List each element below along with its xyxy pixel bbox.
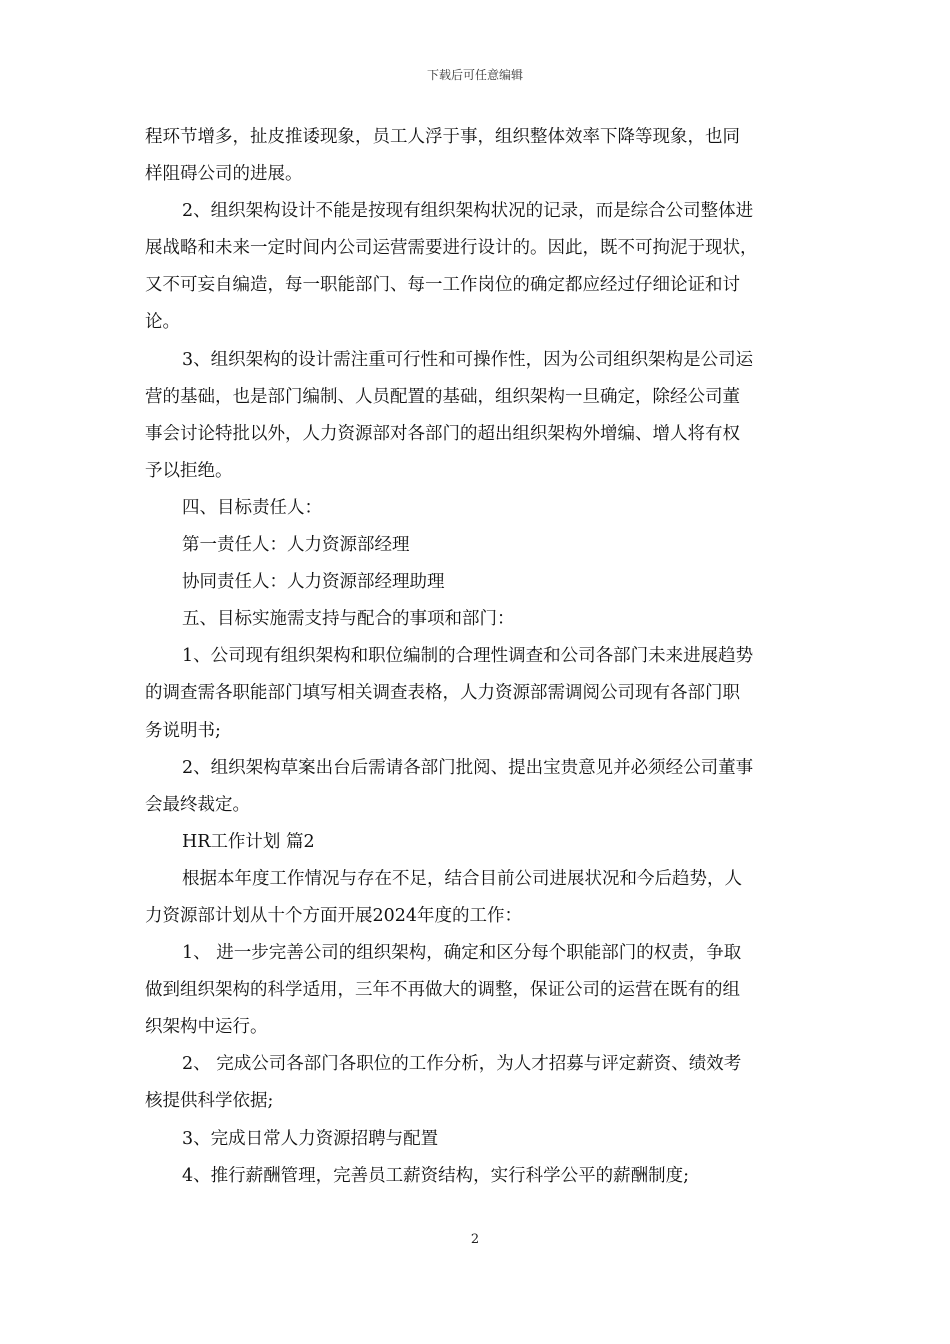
text-line: 1、公司现有组织架构和职位编制的合理性调查和公司各部门未来进展趋势 xyxy=(182,646,754,667)
text-line: 第一责任人：人力资源部经理 xyxy=(182,535,410,556)
text-line: 的调查需各职能部门填写相关调查表格，人力资源部需调阅公司现有各部门职 xyxy=(145,683,740,704)
text-line: 事会讨论特批以外，人力资源部对各部门的超出组织架构外增编、增人将有权 xyxy=(145,423,740,444)
text-line: HR工作计划 篇2 xyxy=(182,831,315,852)
text-line: 4、推行薪酬管理，完善员工薪资结构，实行科学公平的薪酬制度; xyxy=(182,1165,690,1186)
text-line: 予以拒绝。 xyxy=(145,460,233,481)
text-line: 样阻碍公司的进展。 xyxy=(145,164,303,185)
text-line: 协同责任人：人力资源部经理助理 xyxy=(182,572,445,593)
text-line: 核提供科学依据; xyxy=(145,1091,274,1112)
document-body xyxy=(145,119,810,1195)
text-line: 3、组织架构的设计需注重可行性和可操作性，因为公司组织架构是公司运 xyxy=(182,349,754,370)
text-line: 力资源部计划从十个方面开展2024年度的工作： xyxy=(145,905,523,926)
text-line: 展战略和未来一定时间内公司运营需要进行设计的。因此，既不可拘泥于现状， xyxy=(145,238,758,259)
text-line: 织架构中运行。 xyxy=(145,1017,268,1038)
page-header: 下载后可任意编辑 xyxy=(426,68,523,82)
text-line: 做到组织架构的科学适用，三年不再做大的调整，保证公司的运营在既有的组 xyxy=(145,980,740,1001)
text-line: 1、 进一步完善公司的组织架构，确定和区分每个职能部门的权责，争取 xyxy=(182,943,742,964)
text-line: 又不可妄自编造，每一职能部门、每一工作岗位的确定都应经过仔细论证和讨 xyxy=(145,275,740,296)
text-line: 2、 完成公司各部门各职位的工作分析，为人才招募与评定薪资、绩效考 xyxy=(182,1054,742,1075)
text-line: 3、完成日常人力资源招聘与配置 xyxy=(182,1128,439,1149)
text-line: 五、目标实施需支持与配合的事项和部门： xyxy=(182,609,515,630)
text-line: 四、目标责任人： xyxy=(182,497,322,518)
text-line: 根据本年度工作情况与存在不足，结合目前公司进展状况和今后趋势，人 xyxy=(182,868,742,889)
text-line: 2、组织架构设计不能是按现有组织架构状况的记录，而是综合公司整体进 xyxy=(182,201,754,222)
text-line: 2、组织架构草案出台后需请各部门批阅、提出宝贵意见并必须经公司董事 xyxy=(182,757,754,778)
page-number: 2 xyxy=(470,1232,480,1247)
text-line: 营的基础，也是部门编制、人员配置的基础，组织架构一旦确定，除经公司董 xyxy=(145,386,740,407)
text-line: 程环节增多，扯皮推诿现象，员工人浮于事，组织整体效率下降等现象，也同 xyxy=(145,127,740,147)
text-line: 务说明书; xyxy=(145,720,221,741)
text-line: 会最终裁定。 xyxy=(145,794,250,815)
text-line: 论。 xyxy=(145,312,180,333)
